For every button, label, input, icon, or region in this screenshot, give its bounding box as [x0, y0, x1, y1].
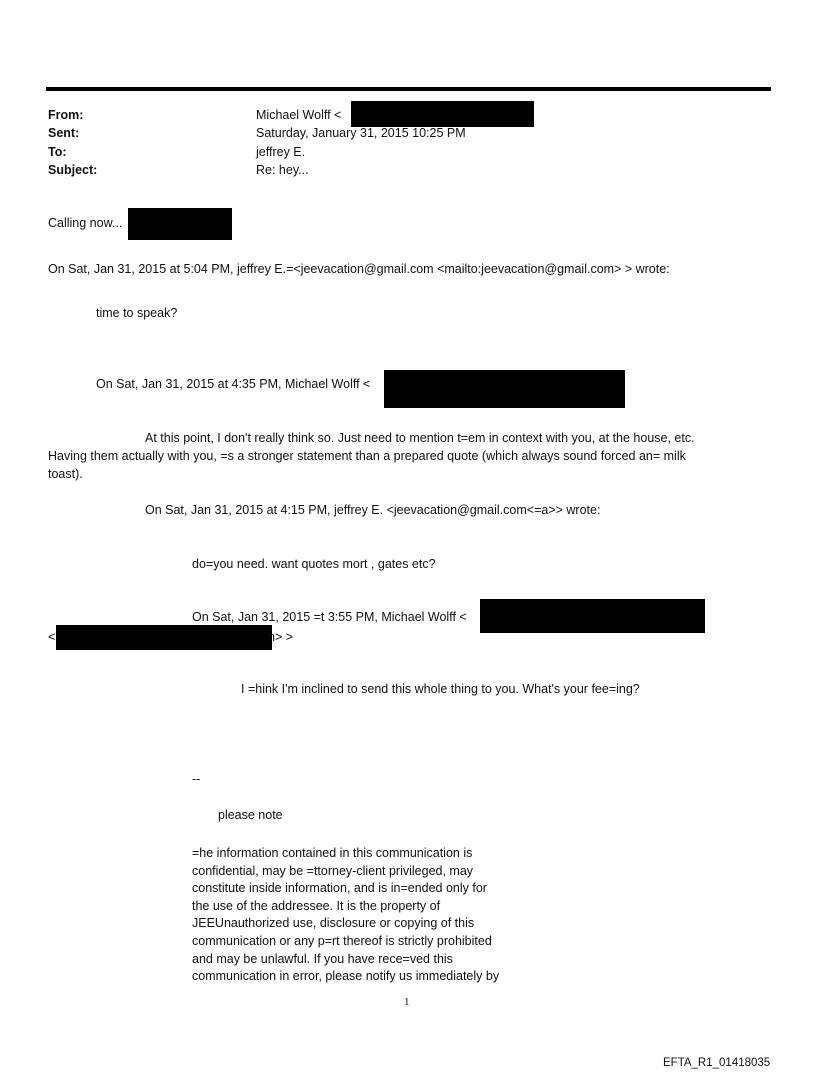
from-label: From: — [48, 108, 84, 122]
to-value: jeffrey E. — [256, 145, 306, 159]
disclaimer-line: constitute inside information, and is in=ended only for — [192, 881, 487, 896]
quote4-cont-open: < — [48, 630, 56, 644]
disclaimer-line: communication or any p=rt thereof is strictly prohibited — [192, 933, 492, 948]
quote3-header: On Sat, Jan 31, 2015 at 4:15 PM, jeffrey E. <jeevacation@gmail.com<=a>> wrote: — [145, 503, 601, 517]
disclaimer-line: confidential, may be =ttorney-client privileged, may — [192, 863, 474, 878]
quote2-header: On Sat, Jan 31, 2015 at 4:35 PM, Michael Wolff < — [96, 377, 371, 391]
quote1-text: time to speak? — [96, 306, 178, 320]
redaction-quote4-email — [480, 599, 705, 633]
please-note: please note — [218, 808, 283, 822]
calling-now-text: Calling now... — [48, 216, 123, 230]
to-label: To: — [48, 145, 67, 159]
quote2-line2: Having them actually with you, =s a stronger statement than a prepared quote (which always sound forced an= milk — [48, 449, 686, 463]
redaction-from-email — [351, 101, 534, 127]
signature-dashes: -- — [192, 772, 201, 786]
quote2-line3: toast). — [48, 467, 83, 481]
page-number: 1 — [404, 996, 410, 1008]
quote2-line1: At this point, I don't really think so. Just need to mention t=em in context with you, at the house, etc. — [145, 431, 695, 445]
document-id: EFTA_R1_01418035 — [663, 1057, 771, 1069]
disclaimer-line: JEEUnauthorized use, disclosure or copying of this — [192, 916, 475, 931]
quote4-header: On Sat, Jan 31, 2015 =t 3:55 PM, Michael Wolff < — [192, 610, 467, 624]
quote1-header: On Sat, Jan 31, 2015 at 5:04 PM, jeffrey E.=<jeevacation@gmail.com <mailto:jeevacation@gmail.com> > wrote: — [48, 262, 670, 276]
subject-value: Re: hey... — [256, 163, 309, 177]
header-rule — [46, 87, 771, 91]
quote3-text: do=you need. want quotes mort , gates etc? — [192, 557, 436, 571]
disclaimer-line: =he information contained in this communication is — [192, 846, 473, 860]
quote4-text: I =hink I'm inclined to send this whole thing to you. What's your fee=ing? — [241, 682, 640, 696]
disclaimer-line: the use of the addressee. It is the property of — [192, 898, 441, 913]
quote4-cont-close: n> > — [268, 630, 294, 644]
sent-label: Sent: — [48, 126, 80, 140]
redaction-quote2-email — [384, 370, 625, 408]
sent-value: Saturday, January 31, 2015 10:25 PM — [256, 126, 466, 140]
redaction-quote4-email-2 — [56, 625, 272, 650]
subject-label: Subject: — [48, 163, 98, 177]
redaction-phone — [128, 208, 232, 240]
disclaimer — [192, 845, 532, 986]
disclaimer-line: and may be unlawful. If you have rece=ved this — [192, 951, 453, 966]
from-value: Michael Wolff < — [256, 108, 342, 122]
disclaimer-line: communication in error, please notify us immediately by — [192, 969, 500, 984]
